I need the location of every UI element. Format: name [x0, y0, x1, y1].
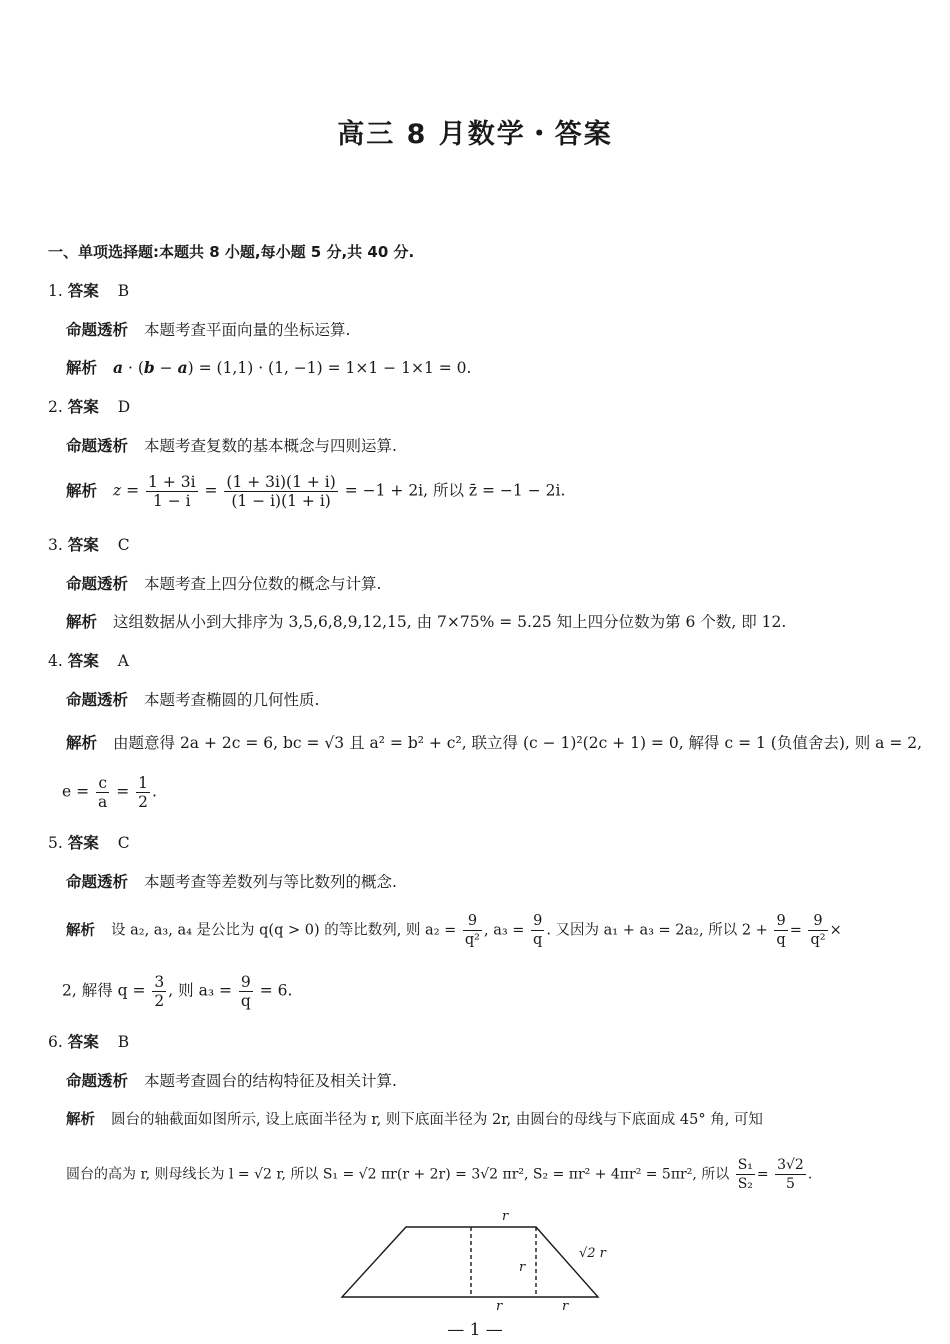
q4-answer: A: [117, 652, 129, 670]
q1-number: 1.: [48, 282, 63, 300]
page-number: — 1 —: [447, 1320, 503, 1340]
q6-analysis-cont: 圆台的高为 r, 则母线长为 l = √2 r, 所以 S₁ = √2 πr(r + 2r) = 3√2 πr², S₂ = πr² + 4πr² = 5πr², 所以 $\frac{\text{S₁}}{\text{S₂}}$ = $\frac{3√2}{5}$ .: [66, 1157, 813, 1192]
q6-intent: 命题透析 本题考查圆台的结构特征及相关计算.: [66, 1072, 397, 1090]
q5-intent: 命题透析 本题考查等差数列与等比数列的概念.: [66, 873, 397, 891]
q4-analysis-cont: e = $\frac{c}{a}$ = $\frac{1}{2}$ .: [62, 774, 157, 811]
bottom-radius-right-label: r: [562, 1299, 569, 1314]
q3-answer: C: [117, 536, 130, 554]
q4-answer-line: 4. 答案 A: [48, 652, 129, 670]
fraction: $\frac{c}{a}$: [98, 774, 108, 811]
analysis-label: 解析: [66, 359, 98, 377]
trapezoid-outline: [342, 1227, 598, 1297]
q1-intent: 命题透析 本题考查平面向量的坐标运算.: [66, 321, 351, 339]
q2-answer-line: 2. 答案 D: [48, 398, 131, 416]
q5-answer-line: 5. 答案 C: [48, 834, 130, 852]
fraction: $\frac{9}{\text{q²}}$: [810, 913, 826, 948]
q6-analysis: 解析 圆台的轴截面如图所示, 设上底面半径为 r, 则下底面半径为 2r, 由圆台的母线与下底面成 45° 角, 可知: [66, 1112, 763, 1128]
q6-answer-line: 6. 答案 B: [48, 1033, 130, 1051]
fraction: $\frac{1 + 3i}{1 - i}$: [148, 473, 196, 510]
q3-answer-line: 3. 答案 C: [48, 536, 130, 554]
bottom-radius-left-label: r: [496, 1299, 503, 1314]
q3-intent: 命题透析 本题考查上四分位数的概念与计算.: [66, 575, 382, 593]
fraction: $\frac{3}{2}$: [154, 973, 165, 1010]
fraction: $\frac{3√2}{5}$: [777, 1157, 804, 1192]
frustum-axial-section-figure: [336, 1205, 616, 1314]
q2-intent: 命题透析 本题考查复数的基本概念与四则运算.: [66, 437, 397, 455]
height-label: r: [519, 1260, 526, 1275]
q3-analysis: 解析 这组数据从小到大排序为 3,5,6,8,9,12,15, 由 7×75% = 5.25 知上四分位数为第 6 个数, 即 12.: [66, 613, 787, 631]
intent-label: 命题透析: [66, 321, 129, 339]
fraction: $\frac{9}{\text{q²}}$: [464, 913, 480, 948]
page-title: 高三 8 月数学・答案: [337, 119, 613, 150]
fraction: $\frac{\text{S₁}}{\text{S₂}}$: [737, 1157, 753, 1192]
q6-answer: B: [117, 1033, 130, 1051]
q4-analysis: 解析 由题意得 2a + 2c = 6, bc = √3 且 a² = b² + c², 联立得 (c − 1)²(2c + 1) = 0, 解得 c = 1 (负值舍去), 则 a = 2,: [66, 734, 923, 752]
fraction: $\frac{9}{q}$: [240, 973, 251, 1010]
q4-intent: 命题透析 本题考查椭圆的几何性质.: [66, 691, 320, 709]
q5-analysis: 解析 设 a₂, a₃, a₄ 是公比为 q(q > 0) 的等比数列, 则 a₂ = $\frac{9}{\text{q²}}$ , a₃ = $\frac{9}{q}$ . 又因为 a₁ + a₃ = 2a₂, 所以 2 + $\frac{9}{q}$ = $\frac{9}{\text{q²}}$ ×: [66, 913, 842, 948]
section-heading: 一、单项选择题:本题共 8 小题,每小题 5 分,共 40 分.: [48, 243, 415, 261]
fraction: $\frac{9}{q}$: [533, 913, 543, 948]
slant-label: √2 r: [579, 1246, 606, 1261]
q1-answer: B: [117, 282, 130, 300]
answer-label: 答案: [67, 282, 99, 300]
q5-analysis-cont: 2, 解得 q = $\frac{3}{2}$ , 则 a₃ = $\frac{9}{q}$ = 6.: [62, 973, 293, 1010]
q2-analysis: 解析 z = $\frac{1 + 3i}{1 - i}$ = $\frac{(1 + 3i)(1 + i)}{(1 - i)(1 + i)}$ = −1 + 2i, 所以 z̄ = −1 − 2i.: [66, 473, 566, 510]
top-radius-label: r: [502, 1209, 509, 1224]
fraction: $\frac{(1 + 3i)(1 + i)}{(1 - i)(1 + i)}$: [226, 473, 336, 510]
q5-answer: C: [117, 834, 130, 852]
fraction: $\frac{9}{q}$: [776, 913, 786, 948]
q2-answer: D: [117, 398, 131, 416]
q1-answer-line: [48, 281, 129, 301]
fraction: $\frac{1}{2}$: [138, 774, 148, 811]
q1-analysis: 解析 a · (b − a) = (1,1) · (1, −1) = 1×1 − 1×1 = 0.: [66, 358, 472, 377]
